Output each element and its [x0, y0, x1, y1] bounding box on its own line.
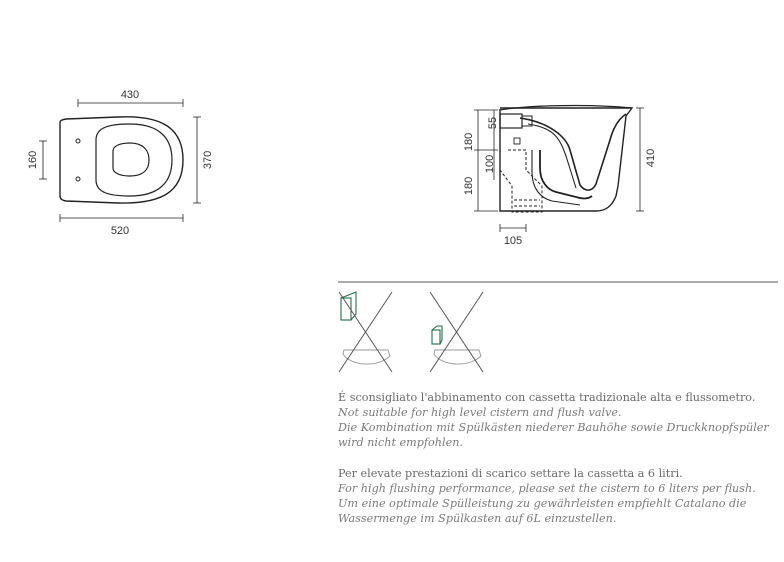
note-2-german: Um eine optimale Spülleistung zu gewährleisten empfiehlt Catalano die Wassermenge im Spülkasten auf 6L einzustellen.	[338, 497, 747, 525]
high-cistern-not-suitable-icon	[339, 292, 392, 372]
dim-55: 55	[487, 116, 499, 130]
dim-370: 370	[202, 150, 214, 170]
dim-520: 520	[110, 225, 130, 237]
note-2-english: For high flushing performance, please set the cistern to 6 liters per flush.	[338, 482, 756, 495]
dim-160: 160	[27, 150, 39, 170]
dim-180-top: 180	[463, 132, 475, 152]
dim-180-bottom: 180	[463, 176, 475, 196]
side-view	[474, 106, 644, 232]
flush-valve-not-suitable-icon	[430, 292, 483, 372]
top-view	[39, 99, 201, 222]
installation-notes	[338, 390, 778, 526]
dim-410: 410	[645, 148, 657, 168]
dim-105: 105	[503, 235, 523, 247]
dim-430: 430	[120, 89, 140, 101]
note-1-german: Die Kombination mit Spülkästen niederer Bauhöhe sowie Druckknopfspüler wird nicht empfohlen.	[338, 421, 769, 449]
note-1-english: Not suitable for high level cistern and flush valve.	[338, 406, 622, 419]
note-2-italian: Per elevate prestazioni di scarico settare la cassetta a 6 litri.	[338, 467, 683, 480]
note-1-italian: É sconsigliato l'abbinamento con cassetta tradizionale alta e flussometro.	[338, 391, 756, 404]
dim-100: 100	[484, 154, 496, 174]
